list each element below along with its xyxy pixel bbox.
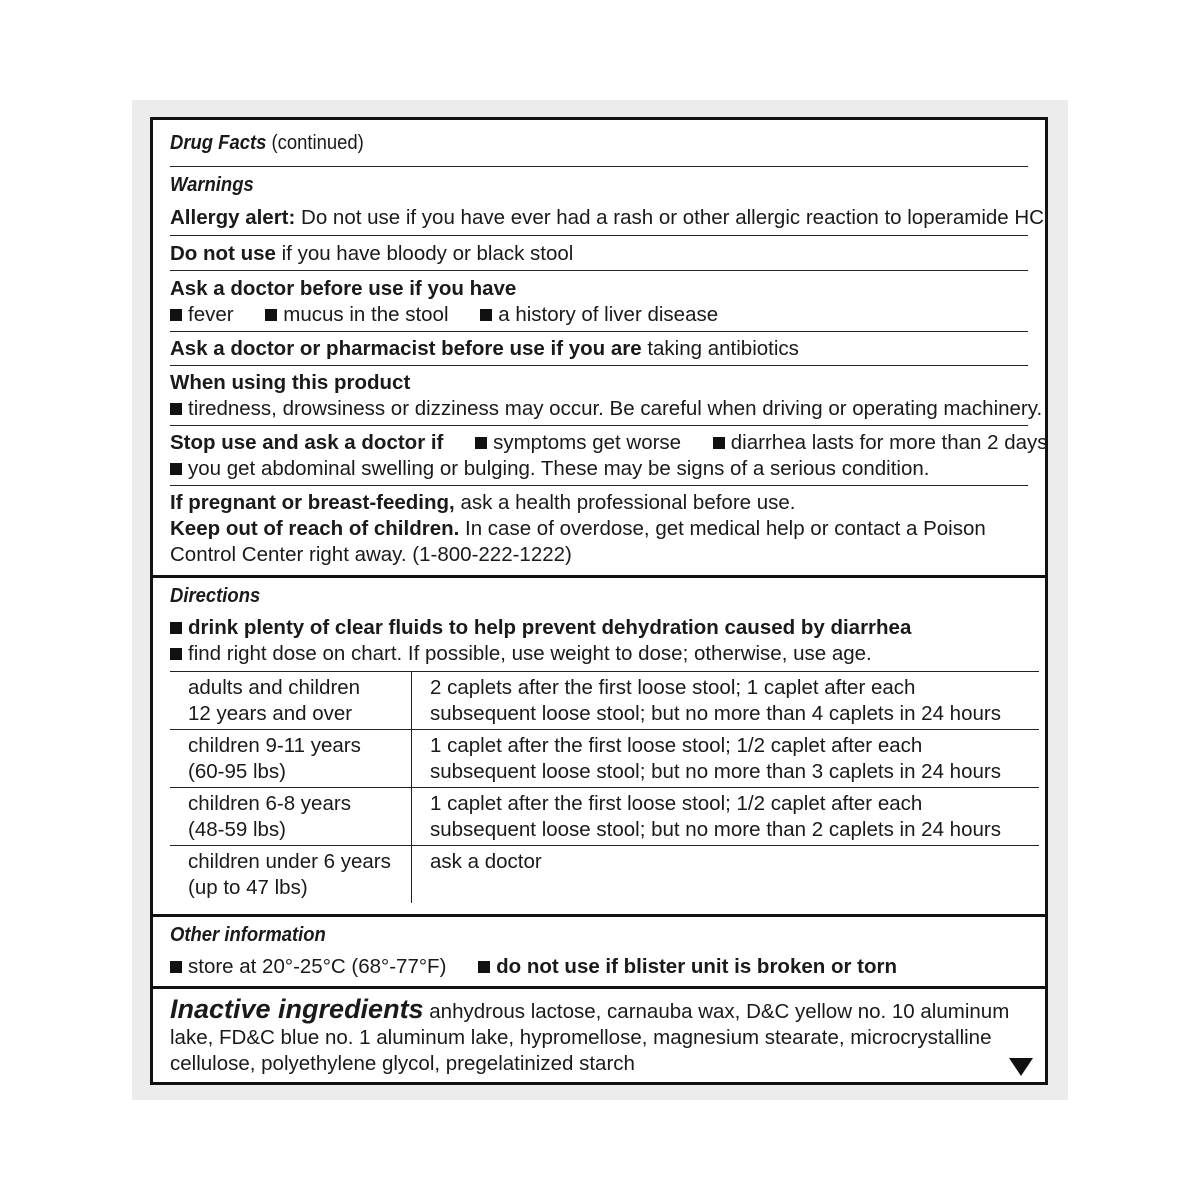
other-info-heading: Other information — [170, 923, 326, 946]
bullet-icon — [170, 961, 182, 973]
page-title: Drug Facts (continued) — [170, 131, 364, 154]
divider — [170, 331, 1028, 332]
inactive-ingredients: Inactive ingredients anhydrous lactose, carnauba wax, D&C yellow no. 10 aluminum — [170, 994, 1010, 1024]
bullet-icon — [478, 961, 490, 973]
bullet-icon — [480, 309, 492, 321]
table-row — [170, 672, 1039, 730]
dosage-table — [170, 671, 1039, 903]
ask-doctor-items: fever mucus in the stool a history of liver disease — [170, 302, 718, 328]
age-cell: children 6-8 years (48-59 lbs) — [170, 788, 412, 846]
when-using-label: When using this product — [170, 371, 411, 394]
ask-doctor-label: Ask a doctor before use if you have — [170, 277, 517, 300]
divider — [170, 166, 1028, 167]
divider — [170, 235, 1028, 236]
directions-item-1: drink plenty of clear fluids to help prevent dehydration caused by diarrhea — [170, 615, 911, 641]
age-cell: children under 6 years (up to 47 lbs) — [170, 846, 412, 904]
bullet-icon — [170, 622, 182, 634]
age-cell: children 9-11 years (60-95 lbs) — [170, 730, 412, 788]
directions-item-2: find right dose on chart. If possible, use weight to dose; otherwise, use age. — [170, 641, 872, 667]
inactive-ingredients-cont: cellulose, polyethylene glycol, pregelatinized starch — [170, 1052, 635, 1075]
bullet-icon — [713, 437, 725, 449]
stop-use: Stop use and ask a doctor if symptoms get worse diarrhea lasts for more than 2 days — [170, 431, 1048, 454]
directions-heading: Directions — [170, 584, 261, 607]
pregnant-warning: If pregnant or breast-feeding, ask a health professional before use. — [170, 491, 796, 514]
down-triangle-icon — [1009, 1058, 1033, 1076]
stop-use-item: you get abdominal swelling or bulging. These may be signs of a serious condition. — [170, 456, 929, 482]
divider — [170, 270, 1028, 271]
dose-cell: 1 caplet after the first loose stool; 1/2 caplet after each subsequent loose stool; but no more than 3 caplets in 24 hours — [412, 730, 1040, 788]
bullet-icon — [265, 309, 277, 321]
dose-cell: 2 caplets after the first loose stool; 1 caplet after each subsequent loose stool; but no more than 4 caplets in 24 hours — [412, 672, 1040, 730]
bullet-icon — [475, 437, 487, 449]
bullet-icon — [170, 648, 182, 660]
table-row — [170, 730, 1039, 788]
section-divider — [153, 986, 1045, 989]
bullet-icon — [170, 463, 182, 475]
divider — [170, 485, 1028, 486]
dose-cell: ask a doctor — [412, 846, 1040, 904]
drug-facts-panel — [150, 117, 1048, 1085]
keep-out-warning-cont: Control Center right away. (1-800-222-1222) — [170, 543, 572, 566]
section-divider — [153, 575, 1045, 578]
dose-cell: 1 caplet after the first loose stool; 1/2 caplet after each subsequent loose stool; but no more than 2 caplets in 24 hours — [412, 788, 1040, 846]
age-cell: adults and children 12 years and over — [170, 672, 412, 730]
other-info-items: store at 20°-25°C (68°-77°F) do not use if blister unit is broken or torn — [170, 954, 897, 980]
bullet-icon — [170, 309, 182, 321]
keep-out-warning: Keep out of reach of children. In case of overdose, get medical help or contact a Poison — [170, 517, 986, 540]
ask-pharmacist: Ask a doctor or pharmacist before use if you are taking antibiotics — [170, 337, 799, 360]
section-divider — [153, 914, 1045, 917]
table-row — [170, 788, 1039, 846]
do-not-use: Do not use if you have bloody or black stool — [170, 242, 574, 265]
when-using-item: tiredness, drowsiness or dizziness may occur. Be careful when driving or operating machinery. — [170, 396, 1042, 422]
table-row — [170, 846, 1039, 904]
inactive-ingredients-cont: lake, FD&C blue no. 1 aluminum lake, hypromellose, magnesium stearate, microcrystalline — [170, 1026, 992, 1049]
bullet-icon — [170, 403, 182, 415]
divider — [170, 365, 1028, 366]
warnings-heading: Warnings — [170, 173, 254, 196]
divider — [170, 425, 1028, 426]
allergy-alert: Allergy alert: Do not use if you have ever had a rash or other allergic reaction to loperamide HCl — [170, 206, 1049, 229]
